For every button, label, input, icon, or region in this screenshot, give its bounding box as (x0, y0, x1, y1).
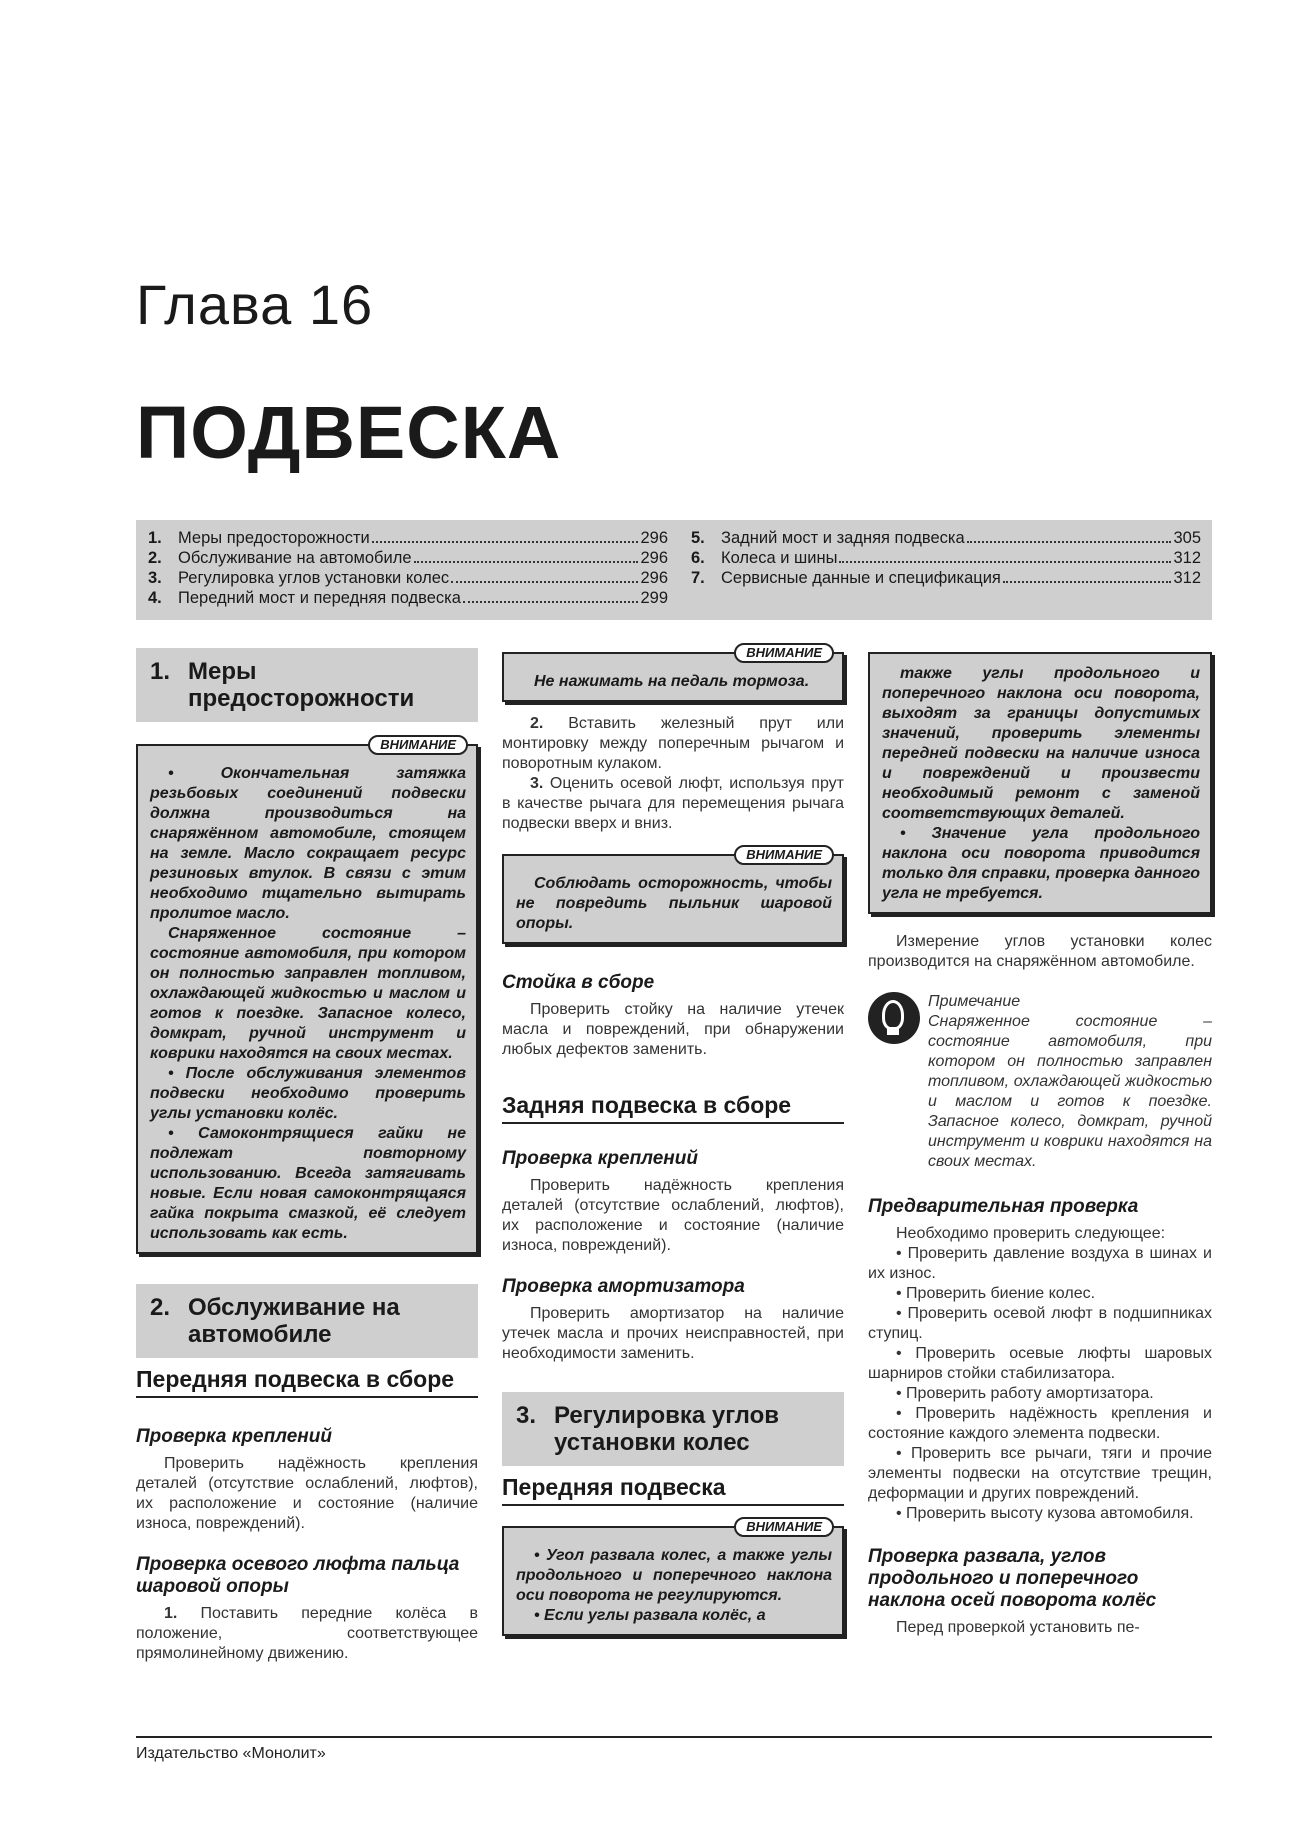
toc-right-column (691, 528, 1201, 588)
warning-box: ВНИМАНИЕ Соблюдать осторожность, чтобы не повредить пыльник шаровой опоры. (502, 854, 844, 944)
paragraph-heading: Предварительная проверка (868, 1196, 1139, 1217)
column-1 (136, 648, 478, 1664)
toc-row[interactable]: 7. Сервисные данные и спецификация 312 (691, 569, 1201, 587)
warning-tag: ВНИМАНИЕ (734, 643, 834, 663)
numbered-step: 1. Поставить передние колёса в положение, соответствующее прямолинейному движению. (136, 1605, 478, 1662)
list-item: • Проверить осевые люфты шаровых шарниров стойки стабилизатора. (868, 1345, 1212, 1382)
paragraph: Проверить надёжность крепления деталей (отсутствие ослаблений, люфтов), их расположение и состояние (наличие износа, повреждений). (502, 1177, 844, 1254)
note-text: Снаряженное состояние – состояние автомобиля, при котором он полностью заправлен топливом, охлаждающей жидкостью и маслом и готов к поездке. Запасное колесо, домкрат, ручной инструмент и коврики находятся на своих местах. (928, 1013, 1212, 1170)
section-2-heading: 2. Обслуживание на автомобиле (136, 1284, 478, 1358)
paragraph-heading: Стойка в сборе (502, 972, 655, 993)
list-intro: Необходимо проверить следующее: (896, 1225, 1166, 1242)
paragraph: Перед проверкой установить пе- (896, 1619, 1140, 1636)
paragraph: Измерение углов установки колес производится на снаряжённом автомобиле. (868, 933, 1212, 970)
list-item: • Проверить все рычаги, тяги и прочие элементы подвески на отсутствие трещин, деформации и других повреждений. (868, 1445, 1212, 1502)
list-item: • Проверить осевой люфт в подшипниках ступиц. (868, 1305, 1212, 1342)
paragraph-heading: Проверка креплений (136, 1426, 332, 1447)
column-3 (868, 648, 1212, 1638)
paragraph-heading: Проверка развала, углов продольного и поперечного наклона осей поворота колёс (868, 1546, 1157, 1611)
checklist (868, 1224, 1212, 1524)
column-2 (502, 645, 844, 1636)
list-item: • Проверить биение колес. (896, 1285, 1096, 1302)
list-item: • Проверить надёжность крепления и состояние каждого элемента подвески. (868, 1405, 1212, 1442)
toc-row[interactable]: 5. Задний мост и задняя подвеска 305 (691, 529, 1201, 547)
numbered-step: 3. Оценить осевой люфт, используя прут в качестве рычага для перемещения рычага подвески вверх и вниз. (502, 775, 844, 832)
warning-box: ВНИМАНИЕ • Угол развала колес, а также углы продольного и поперечного наклона оси поворота не регулируются. • Если углы развала колёс, а (502, 1526, 844, 1636)
paragraph: Проверить амортизатор на наличие утечек масла и прочих неисправностей, при необходимости заменить. (502, 1305, 844, 1362)
warning-box: ВНИМАНИЕ Не нажимать на педаль тормоза. (502, 652, 844, 702)
toc-row[interactable]: 2. Обслуживание на автомобиле 296 (148, 549, 668, 567)
list-item: • Проверить давление воздуха в шинах и их износ. (868, 1245, 1212, 1282)
toc-left-column (148, 528, 668, 608)
toc-row[interactable]: 1. Меры предосторожности 296 (148, 529, 668, 547)
page-title: ПОДВЕСКА (136, 391, 562, 474)
note-block (868, 992, 1212, 1172)
paragraph-heading: Проверка амортизатора (502, 1276, 745, 1297)
numbered-step: 2. Вставить железный прут или монтировку между поперечным рычагом и поворотным кулаком. (502, 715, 844, 772)
paragraph: Проверить стойку на наличие утечек масла и повреждений, при обнаружении любых дефектов заменить. (502, 1001, 844, 1058)
subsection-heading: Задняя подвеска в сборе (502, 1092, 844, 1124)
subsection-heading: Передняя подвеска (502, 1474, 844, 1506)
paragraph: Проверить надёжность крепления деталей (отсутствие ослаблений, люфтов), их расположение и состояние (наличие износа, повреждений). (136, 1455, 478, 1532)
section-1-heading: 1. Меры предосторожности (136, 648, 478, 722)
warning-box: ВНИМАНИЕ • Окончательная затяжка резьбовых соединений подвески должна производиться на снаряжённом автомобиле, стоящем на земле. Масло сокращает ресурс резиновых втулок. В связи с этим необходимо тщательно вытирать пролитое масло. Снаряженное состояние – состояние автомобиля, при котором он полностью заправлен топливом, охлаждающей жидкостью и маслом и готов к поездке. Запасное колесо, домкрат, ручной инструмент и коврики находятся на своих местах. • После обслуживания элементов подвески необходимо проверить углы установки колёс. • Самоконтрящиеся гайки не подлежат повторному использованию. Всегда затягивать новые. Если новая самоконтрящаяся гайка покрыта смазкой, её следует использовать как есть. (136, 744, 478, 1254)
note-title: Примечание (928, 993, 1021, 1010)
footer-divider (136, 1736, 1212, 1738)
toc-row[interactable]: 4. Передний мост и передняя подвеска 299 (148, 589, 668, 607)
table-of-contents (136, 520, 1212, 620)
section-3-heading: 3. Регулировка углов установки колес (502, 1392, 844, 1466)
list-item: • Проверить работу амортизатора. (896, 1385, 1154, 1402)
warning-box-continued: также углы продольного и поперечного наклона оси поворота, выходят за границы допустимых значений, проверить элементы передней подвески на наличие износа и повреждений и произвести необходимый ремонт с заменой соответствующих деталей. • Значение угла продольного наклона оси поворота приводится только для справки, проверка данного угла не требуется. (868, 652, 1212, 914)
paragraph-heading: Проверка креплений (502, 1148, 698, 1169)
lightbulb-icon (868, 992, 920, 1044)
toc-row[interactable]: 6. Колеса и шины 312 (691, 549, 1201, 567)
toc-row[interactable]: 3. Регулировка углов установки колес 296 (148, 569, 668, 587)
warning-tag: ВНИМАНИЕ (734, 845, 834, 865)
publisher-footer: Издательство «Монолит» (136, 1745, 326, 1762)
warning-tag: ВНИМАНИЕ (734, 1517, 834, 1537)
list-item: • Проверить высоту кузова автомобиля. (896, 1505, 1194, 1522)
chapter-label: Глава 16 (136, 273, 374, 336)
warning-tag: ВНИМАНИЕ (368, 735, 468, 755)
paragraph-heading: Проверка осевого люфта пальца шаровой опоры (136, 1554, 460, 1597)
subsection-heading: Передняя подвеска в сборе (136, 1366, 478, 1398)
